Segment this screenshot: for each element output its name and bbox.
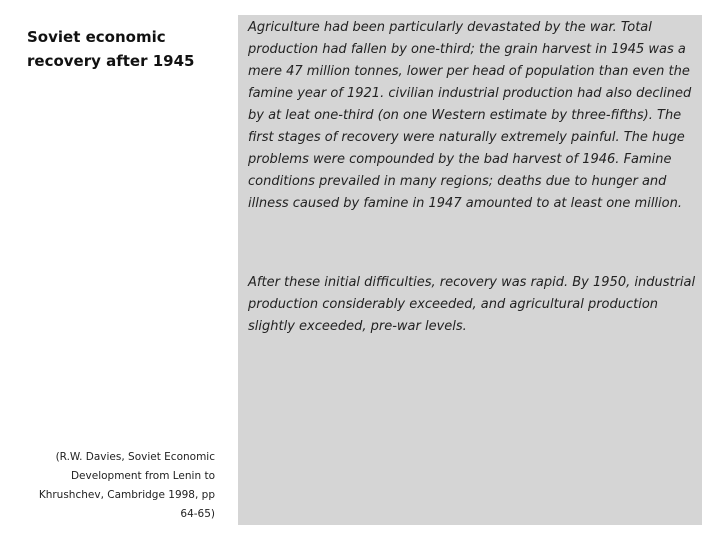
quote-paragraph-2: After these initial difficulties, recovery was rapid. By 1950, industrial production considerably exceeded, and agricultural production slightly exceeded, pre-war levels. <box>248 275 696 334</box>
quote-panel <box>238 15 702 525</box>
source-citation: (R.W. Davies, Soviet Economic Development from Lenin to Khrushchev, Cambridge 1998, pp 64-65) <box>38 451 215 520</box>
slide-title: Soviet economic recovery after 1945 <box>27 28 195 70</box>
quote-paragraph-1: Agriculture had been particularly devastated by the war. Total production had fallen by one-third; the grain harvest in 1945 was a mere 47 million tonnes, lower per head of population than even the famine year of 1921. civilian industrial production had also declined by at leat one-third (on one Western estimate by three-fifths). The first stages of recovery were naturally extremely painful. The huge problems were compounded by the bad harvest of 1946. Famine conditions prevailed in many regions; deaths due to hunger and illness caused by famine in 1947 amounted to at least one million. <box>248 20 692 211</box>
